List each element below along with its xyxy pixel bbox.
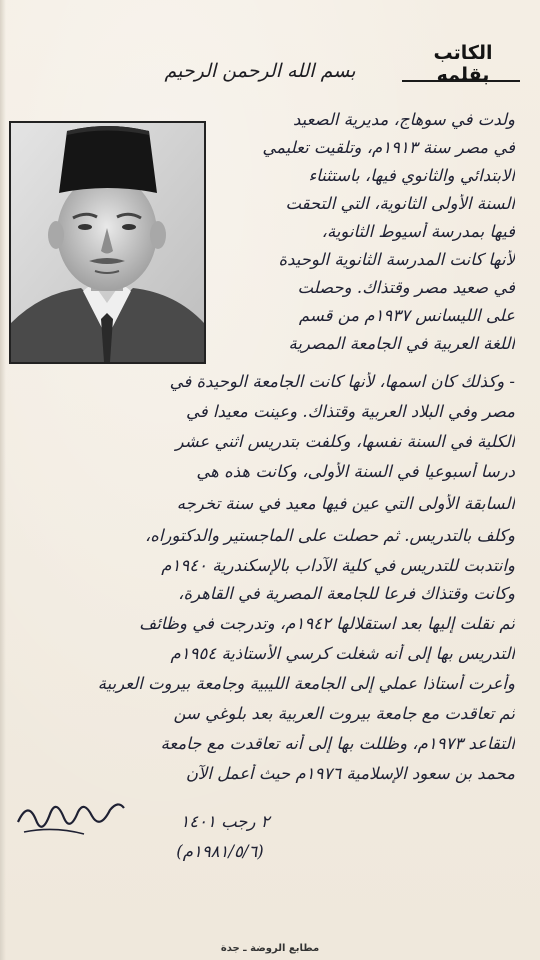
letter-line: التدريس بها إلى أنه شغلت كرسي الأستاذية ١٩٥٤م [170, 644, 515, 663]
title-underline [402, 80, 520, 82]
letter-line: في صعيد مصر وقتذاك. وحصلت [297, 278, 515, 297]
letter-line: وأعرت أستاذا عملي إلى الجامعة الليبية وجامعة بيروت العربية [97, 674, 515, 693]
page-edge [0, 0, 6, 960]
letter-line: مصر وفي البلاد العربية وقتذاك. وعينت معيدا في [185, 402, 515, 421]
letter-line: على الليسانس ١٩٣٧م من قسم [298, 306, 515, 325]
letter-line: - وكذلك كان اسمها، لأنها كانت الجامعة الوحيدة في [169, 372, 515, 391]
gregorian-date: (١٩٨١/٥/٦م) [176, 842, 264, 861]
letter-line: لأنها كانت المدرسة الثانوية الوحيدة [278, 250, 515, 269]
printer-credit: مطابع الروضة ـ جدة [220, 943, 320, 954]
letter-line: اللغة العربية في الجامعة المصرية [288, 334, 515, 353]
letter-line: محمد بن سعود الإسلامية ١٩٧٦م حيث أعمل الآن [185, 764, 515, 783]
letter-line: التقاعد ١٩٧٣م، وظللت بها إلى أنه تعاقدت مع جامعة [160, 734, 515, 753]
basmala: بسم الله الرحمن الرحيم [164, 60, 356, 82]
letter-line: درسا أسبوعيا في السنة الأولى، وكانت هذه هي [196, 462, 515, 481]
letter-line: وكلف بالتدريس. ثم حصلت على الماجستير والدكتوراه، [144, 526, 515, 545]
letter-line: ثم تعاقدت مع جامعة بيروت العربية بعد بلوغي سن [173, 704, 515, 723]
letter-line: السابقة الأولى التي عين فيها معيد في سنة تخرجه [176, 494, 515, 513]
letter-line: الابتدائي والثانوي فيها، باستثناء [308, 166, 515, 185]
letter-line: السنة الأولى الثانوية، التي التحقت [285, 194, 515, 213]
portrait-photo [9, 121, 206, 364]
letter-line: وانتدبت للتدريس في كلية الآداب بالإسكندرية ١٩٤٠م [161, 556, 515, 575]
letter-line: وكانت وقتذاك فرعا للجامعة المصرية في القاهرة، [178, 584, 515, 603]
letter-line: في مصر سنة ١٩١٣م، وتلقيت تعليمي [262, 138, 515, 157]
section-title: الكاتب بقلمه [433, 42, 493, 86]
signature-scrawl [14, 792, 129, 842]
letter-line: ولدت في سوهاج، مديرية الصعيد [292, 110, 515, 129]
portrait-image [11, 123, 204, 362]
letter-line: الكلية في السنة نفسها، وكلفت بتدريس اثني عشر [175, 432, 515, 451]
letter-line: ثم نقلت إليها بعد استقلالها ١٩٤٢م، وتدرجت في وظائف [139, 614, 515, 633]
letter-line: فيها بمدرسة أسيوط الثانوية، [321, 222, 515, 241]
hijri-date: ٢ رجب ١٤٠١ [180, 812, 270, 831]
